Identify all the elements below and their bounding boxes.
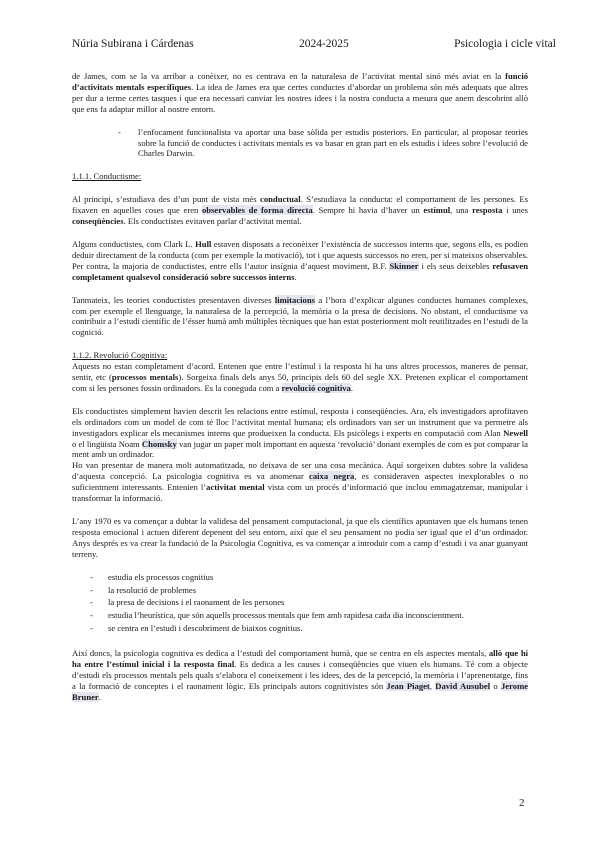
- document-body: [72, 71, 528, 703]
- bullet-functionalism: [118, 127, 528, 160]
- paragraph-limitations: Tanmateix, les teories conductistes presentaven diverses limitacions a l’hora d’explicar algunes conductes humanes complexes, com per exemple el llenguatge, la naturalesa de la percepció, la memòria o la presa de decisions. No obstant, el conductisme va contribuir a l’estudi científic de l’ésser humà amb múltiples tècniques que han estat posteriorment molt reutilitzades en l’estudi de la cognició.: [72, 294, 528, 338]
- highlight-functions: funció d’activitats mentals específiques: [72, 71, 528, 92]
- list-item: - se centra en l’estudi i descobriment de biaixos cognitius.: [90, 623, 528, 634]
- bullet-text: l’enfocament funcionalista va aportar una base sòlida per estudis posteriors. En particular, al proposar teories sobre la funció de conductes i activitats mentals es va basar en gran part en els estudis i idees sobre l’evolució de Charles Darwin.: [138, 126, 528, 159]
- header-year: 2024-2025: [298, 38, 349, 50]
- paragraph-computers: Els conductistes simplement havien descrit les relacions entre estímul, resposta i conseqüències. Ara, els investigadors aprofitaven els ordinadors com un model de com té lloc l’activitat mental humana; els ordinadors van ser un instrument que va permetre als investigadors explicar els mecanismes interns que produeixen la conducta. Els psicòlegs i experts en computació com Alan Newell o el lingüista Noam Chomsky van jugar un paper molt important en aquesta ‘revolució’ donant exemples de com es pot comparar la ment amb un ordinador.: [72, 405, 528, 460]
- list-item: - estudia els processos cognitius: [90, 572, 528, 583]
- paragraph-james-functionalism: de James, com se la va arribar a conèixer, no es centrava en la naturalesa de l’activitat mental sinó més aviat en la funció d’activitats mentals específiques. La idea de James era que certes conductes d’abordar un problema són més adequats que altres per dur a terme certes tasques i que era necessari canviar les nostres idees i la nostra conducta a mesura que anem descobrint allò que ens fa adaptar millor al nostre entorn.: [72, 71, 528, 114]
- section-title-revolucio-cognitiva: 1.1.2. Revolució Cognitiva:: [72, 350, 168, 361]
- header-subject: Psicologia i cicle vital: [454, 38, 556, 50]
- bullet-dash: -: [118, 126, 121, 137]
- cognitive-psychology-topics-list: [72, 572, 528, 635]
- list-item: - la resolució de problemes: [90, 585, 528, 596]
- list-item: - la presa de decisions i el raonament de les persones: [90, 597, 528, 608]
- paragraph-conductisme-intro: Al principi, s’estudiava des d’un punt de vista més conductual. S’estudiava la conducta: el comportament de les persones. Es fixaven en aquelles coses que eren observables de forma directa. Sempre hi havia d’haver un estímul, una resposta i unes conseqüències. Els conductistes evitaven parlar d’activitat mental.: [72, 194, 529, 227]
- paragraph-revolucio-intro: Aquests no estan completament d’acord. Entenen que entre l’estímul i la resposta hi ha uns altres processos, maneres de pensar, sentir, etc (processos mentals). Sorgeixa finals dels anys 50, principis dels 60 del segle XX. Pretenen explicar el comportament com si les persones fossin ordinadors. Es la coneguda com a revolució cognitiva.: [72, 361, 528, 393]
- header-author: Núria Subirana i Cárdenas: [72, 38, 194, 50]
- paragraph-1970: L’any 1970 es va començar a dubtar la validesa del pensament computacional, ja que els científics apuntaven que els humans tenen resposta emocional i actuen diferent depenent del seu entorn, així que el seu pensament no podia ser igual que el d’un ordinador. Anys després es va crear la fundació de la Psicologia Cognitiva, es va començar a introduir com a camp d’estudi i va anar guanyant terreny.: [72, 516, 528, 559]
- page-header: [72, 38, 556, 50]
- page-number: 2: [519, 797, 525, 809]
- section-title-conductisme: 1.1.1. Conductisme:: [72, 171, 142, 182]
- paragraph-black-box: Ho van presentar de manera molt automatitzada, no deixava de ser una cosa mecànica. Aquí sorgeixen dubtes sobre la validesa d’aquesta concepció. La psicologia cognitiva es va anomenar caixa negra, es consideraven aspectes inexplorables o no suficientment interessants. Entenien l’activitat mental vista com un procés d’informació que inclou emmagatzemar, manipular i transformar la informació.: [72, 460, 529, 504]
- paragraph-hull-skinner: Alguns conductistes, com Clark L. Hull estaven disposats a reconèixer l’existència de successos interns que, segons ells, es podien deduir directament de la conducta (com per exemple la motivació), tot i que aquests successos no eren, per si mateixos observables. Per contra, la majoria de conductistes, entre ells l’autor insígnia d’aquest moviment, B.F. Skinner i els seus deixebles refusaven completament qualsevol consideració sobre successos interns.: [72, 238, 528, 282]
- paragraph-conclusion: Així doncs, la psicologia cognitiva es dedica a l’estudi del comportament humà, que se centra en els aspectes mentals, allò que hi ha entre l’estímul inicial i la resposta final. Es dedica a les causes i conseqüències que viuen els humans. Té com a objecte d’estudi els processos mentals pels quals s’elabora el coneixement i les idees, des de la percepció, la memòria i l’aprenentatge, fins a la formació de conceptes i el raonament lògic. Els principals autors cognitivistes són Jean Piaget, David Ausubel o Jerome Bruner.: [72, 648, 529, 702]
- list-item: - estudia l’heurística, que són aquells processos mentals que fem amb rapidesa cada dia inconscientment.: [90, 610, 528, 621]
